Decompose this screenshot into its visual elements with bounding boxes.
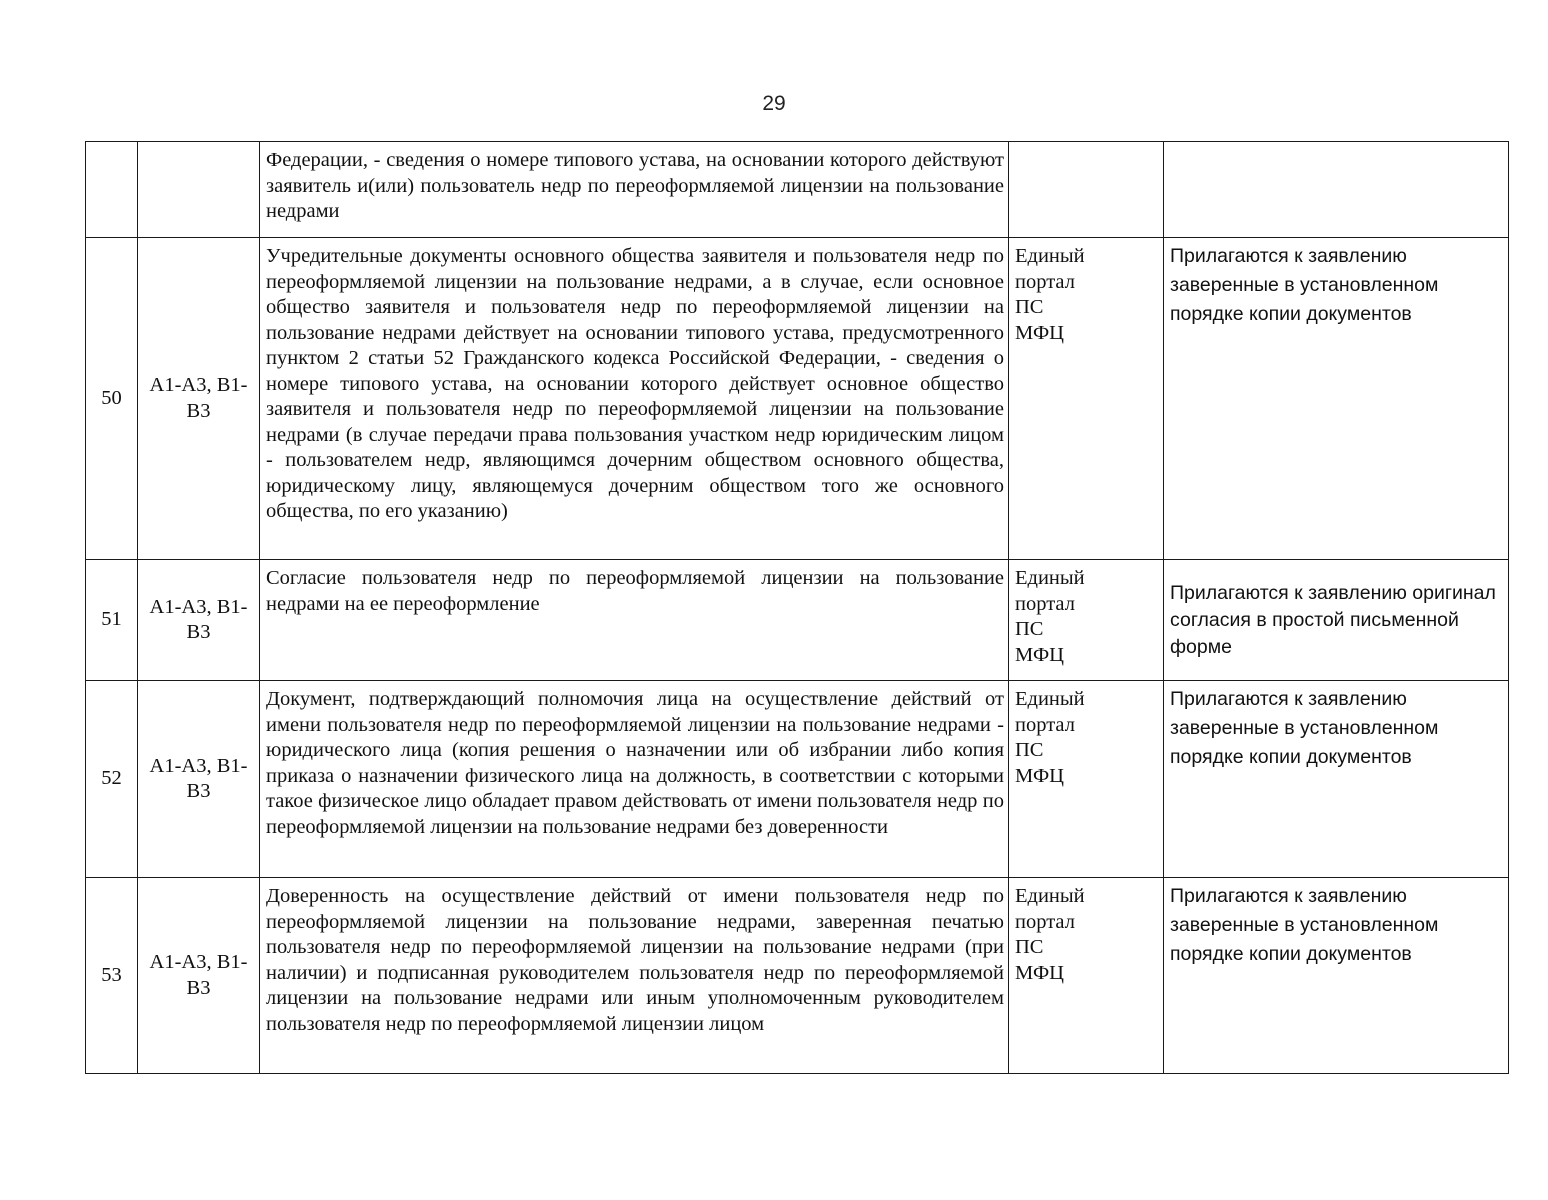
channel-label: Единый [1015, 567, 1085, 589]
table-row [86, 238, 1509, 560]
submission-channels-cell [1009, 878, 1164, 1074]
submission-channels-cell [1009, 560, 1164, 681]
row-number-cell: 52 [86, 681, 138, 878]
document-description-cell: Доверенность на осуществление действий от имени пользователя недр по переоформляемой лицензии на пользование недрами, заверенная печатью пользователя недр по переоформляемой лицензии на пользование недрами (при наличии) и подписанная руководителем пользователя недр по переоформляемой лицензии на пользование недрами или иным уполномоченным руководителем пользователя недр по переоформляемой лицензии лицом [260, 878, 1009, 1074]
row-number-cell [86, 142, 138, 238]
submission-channels-cell [1009, 142, 1164, 238]
note-cell: Прилагаются к заявлению заверенные в установленном порядке копии документов [1164, 681, 1509, 878]
channel-label: МФЦ [1015, 321, 1064, 344]
channel-label: МФЦ [1015, 961, 1064, 984]
submission-channels-cell [1009, 238, 1164, 560]
row-code-cell: А1-А3, В1- В3 [138, 878, 260, 1074]
channel-label: портал [1015, 270, 1075, 293]
channel-label: Единый [1015, 245, 1085, 267]
row-number-cell: 50 [86, 238, 138, 560]
submission-channels-cell [1009, 681, 1164, 878]
row-number-cell: 53 [86, 878, 138, 1074]
channel-label: портал [1015, 713, 1075, 736]
table-row [86, 142, 1509, 238]
note-cell: Прилагаются к заявлению заверенные в установленном порядке копии документов [1164, 238, 1509, 560]
row-code-cell [138, 142, 260, 238]
channel-label: ПС [1015, 296, 1044, 318]
note-cell [1164, 142, 1509, 238]
row-code-cell: А1-А3, В1-В3 [138, 681, 260, 878]
channel-label: портал [1015, 910, 1075, 933]
channel-label: ПС [1015, 618, 1044, 640]
document-description-cell: Учредительные документы основного общества заявителя и пользователя недр по переоформляемой лицензии на пользование недрами, а в случае, если основное общество заявителя и пользователя недр по переоформляемой лицензии на пользование недрами действует на основании типового устава, предусмотренного пунктом 2 статьи 52 Гражданского кодекса Российской Федерации, - сведения о номере типового устава, на основании которого действует основное общество заявителя и пользователя недр по переоформляемой лицензии на пользование недрами (в случае передачи права пользования участком недр юридическим лицом - пользователем недр, являющимся дочерним обществом основного общества, юридическому лицу, являющемуся дочерним обществом того же основного общества, по его указанию) [260, 238, 1009, 560]
note-cell: Прилагаются к заявлению заверенные в установленном порядке копии документов [1164, 878, 1509, 1074]
note-cell: Прилагаются к заявлению оригинал согласия в простой письменной форме [1164, 560, 1509, 681]
channel-label: Единый [1015, 885, 1085, 907]
page-number: 29 [762, 92, 786, 115]
channel-label: Единый [1015, 688, 1085, 710]
row-code-cell: А1-А3, В1-В3 [138, 238, 260, 560]
table-row [86, 878, 1509, 1074]
channel-label: МФЦ [1015, 643, 1064, 666]
channel-label: портал [1015, 592, 1075, 615]
table-row [86, 560, 1509, 681]
row-number-cell: 51 [86, 560, 138, 681]
channel-label: ПС [1015, 739, 1044, 761]
documents-table [85, 141, 1509, 1074]
document-description-cell: Согласие пользователя недр по переоформляемой лицензии на пользование недрами на ее переоформление [260, 560, 1009, 681]
document-description-cell: Федерации, - сведения о номере типового устава, на основании которого действуют заявитель и(или) пользователь недр по переоформляемой лицензии на пользование недрами [260, 142, 1009, 238]
channel-label: ПС [1015, 936, 1044, 958]
document-description-cell: Документ, подтверждающий полномочия лица на осуществление действий от имени пользователя недр по переоформляемой лицензии на пользование недрами - юридического лица (копия решения о назначении или об избрании либо копия приказа о назначении физического лица на должность, в соответствии с которыми такое физическое лицо обладает правом действовать от имени пользователя недр по переоформляемой лицензии на пользование недрами без доверенности [260, 681, 1009, 878]
row-code-cell: А1-А3, В1-В3 [138, 560, 260, 681]
channel-label: МФЦ [1015, 764, 1064, 787]
table-row [86, 681, 1509, 878]
